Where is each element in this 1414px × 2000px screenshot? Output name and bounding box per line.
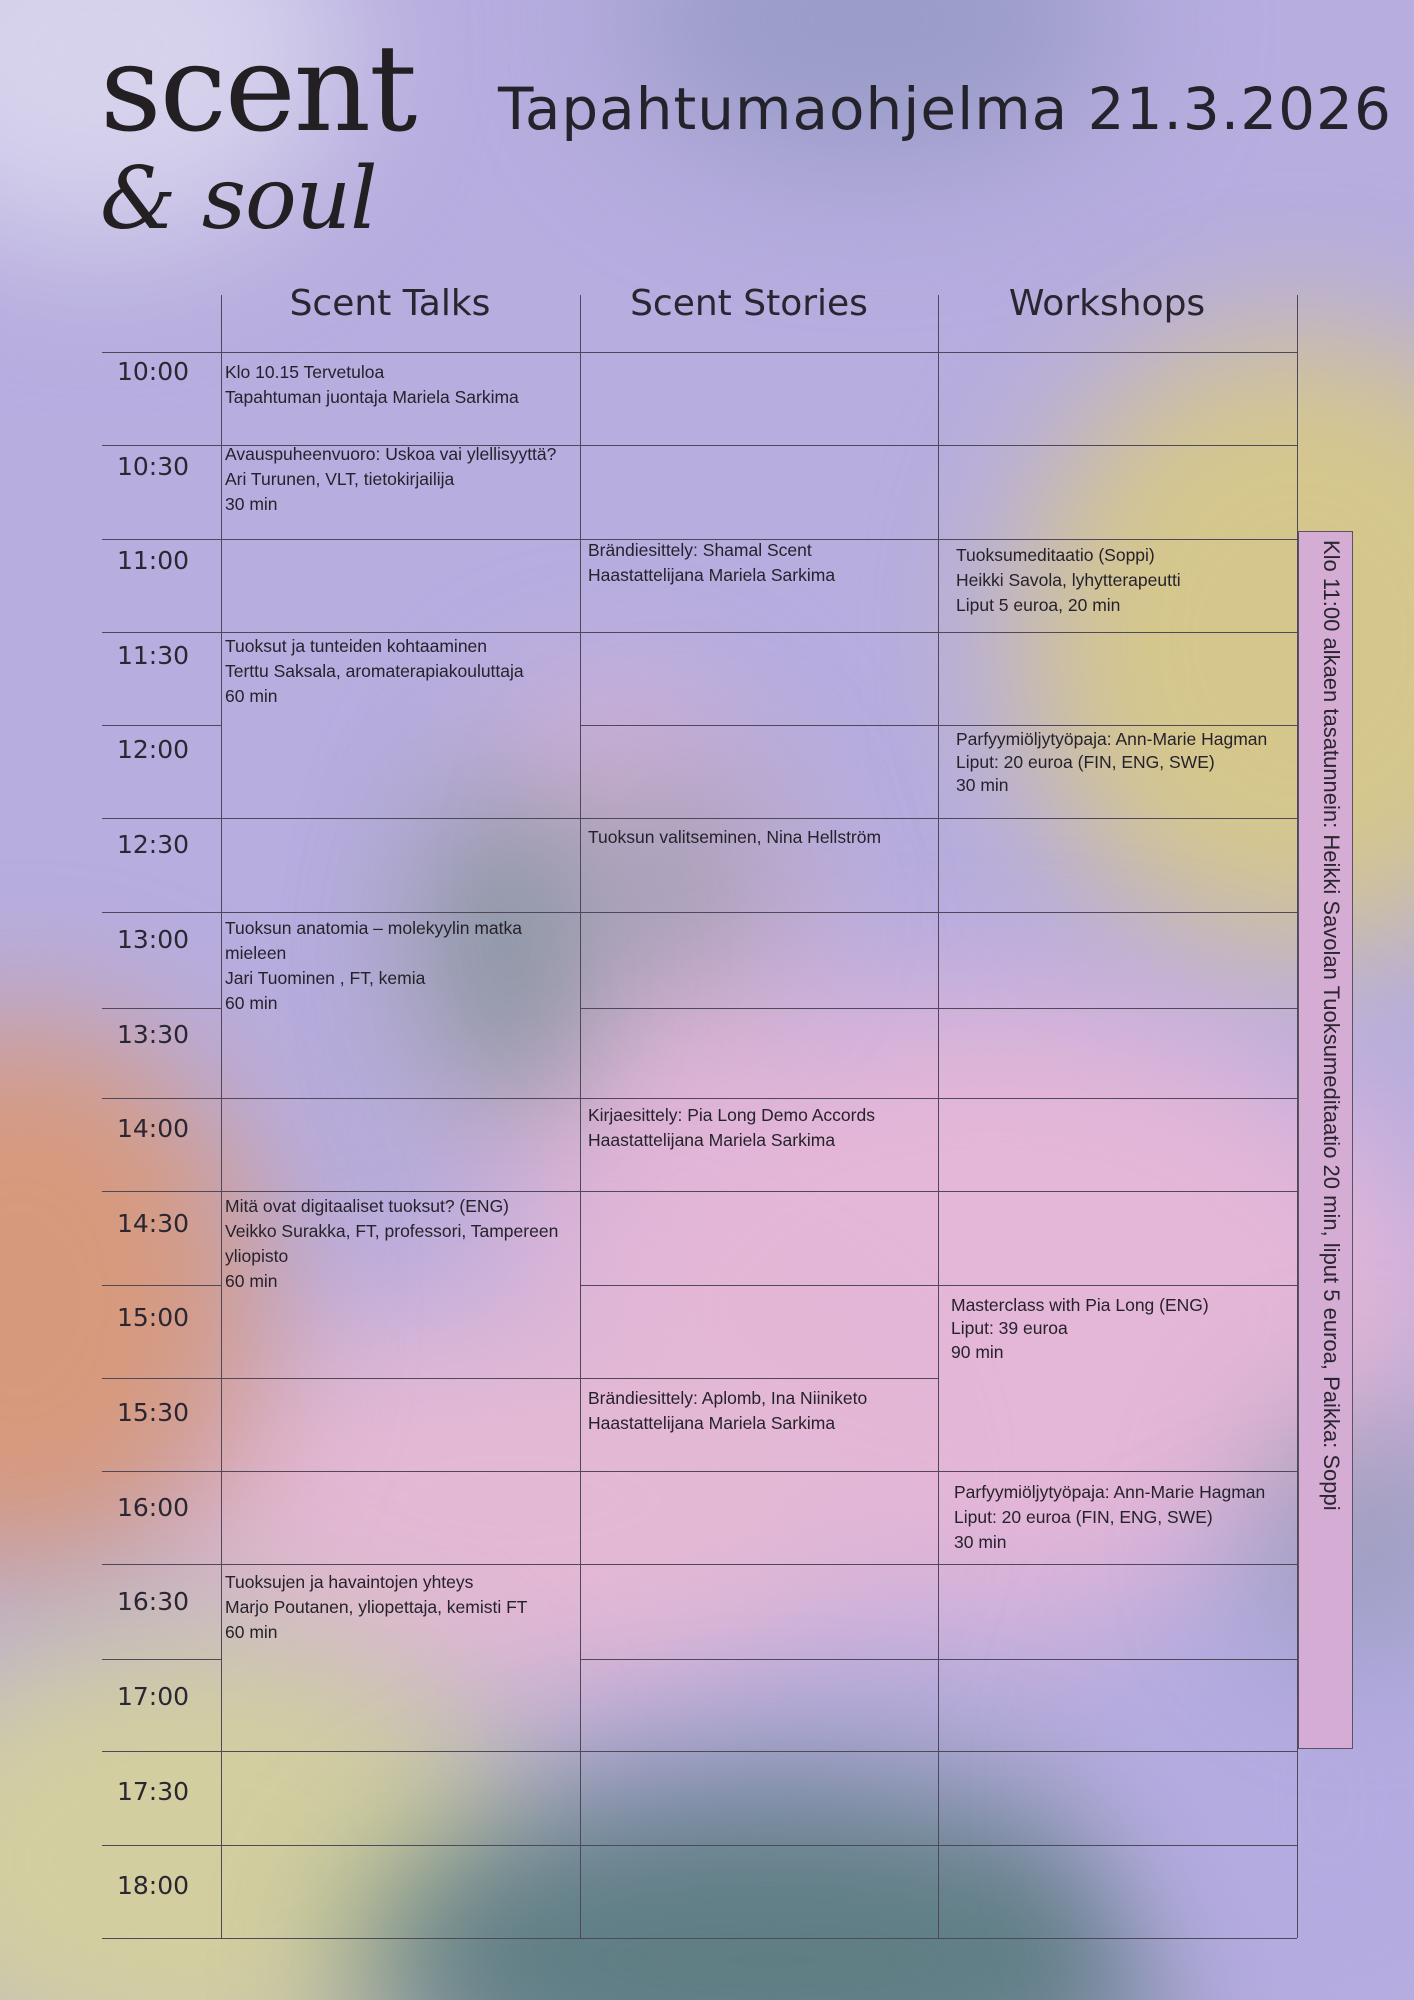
grid-line [580,725,938,726]
grid-line [580,1285,938,1286]
talk-scents-and-perception [225,1570,528,1645]
event-line: Kirjaesittely: Pia Long Demo Accords [588,1105,875,1125]
grid-line [102,1378,221,1379]
event-line: 60 min [225,1270,278,1291]
grid-line [580,1938,938,1939]
workshop-perfume-oil-1 [956,728,1267,796]
grid-line [938,1098,1297,1099]
time-label: 10:30 [117,452,190,481]
event-line: Klo 10.15 Tervetuloa [225,362,385,382]
grid-line [580,818,938,819]
time-label: 11:30 [117,641,190,670]
grid-line [221,818,580,819]
time-label: 12:00 [117,735,190,764]
grid-line [221,1938,580,1939]
event-line: Tuoksujen ja havaintojen yhteys [225,1572,474,1592]
time-label: 14:00 [117,1114,190,1143]
column-header-workshops: Workshops [1008,283,1206,324]
event-line: Tuoksun anatomia – molekyylin matka [225,918,522,938]
time-label: 18:00 [117,1871,190,1900]
logo-soul: & soul [100,149,377,249]
event-line: Liput: 20 euroa (FIN, ENG, SWE) [954,1506,1213,1527]
event-line: 30 min [225,493,278,514]
grid-line [580,1659,938,1660]
event-line: Parfyymiöljytyöpaja: Ann-Marie Hagman [956,729,1268,749]
talk-digital-scents [225,1194,558,1293]
grid-line [102,632,221,633]
grid-line [580,1008,938,1009]
event-line: Tapahtuman juontaja Mariela Sarkima [225,386,519,407]
story-choosing-scent [588,825,881,850]
grid-line [938,352,1297,353]
column-header-scent-stories: Scent Stories [630,283,868,324]
event-line: 30 min [954,1531,1007,1552]
grid-line [938,1191,1297,1192]
story-shamal-scent [588,538,835,588]
grid-line [102,1845,221,1846]
grid-line [102,1191,221,1192]
grid-line [580,352,938,353]
event-line: 60 min [225,1621,278,1642]
grid-line [102,1471,221,1472]
grid-line [938,1285,1297,1286]
talk-scent-anatomy [225,916,522,1015]
event-line: Tuoksun valitseminen, Nina Hellström [588,827,882,847]
grid-line [102,912,221,913]
grid-line [102,1008,221,1009]
grid-line [938,1564,1297,1565]
event-line: Parfyymiöljytyöpaja: Ann-Marie Hagman [954,1482,1266,1502]
event-line: Liput 5 euroa, 20 min [956,594,1121,615]
grid-line [102,1098,221,1099]
grid-line [102,1938,221,1939]
logo [100,20,416,249]
grid-line [938,632,1297,633]
time-label: 10:00 [117,357,190,386]
time-label: 17:30 [117,1777,190,1806]
time-label: 14:30 [117,1209,190,1238]
event-line: Jari Tuominen , FT, kemia [225,967,426,988]
event-line: Liput: 20 euroa (FIN, ENG, SWE) [956,751,1215,772]
story-book-presentation [588,1103,875,1153]
time-label: 11:00 [117,546,190,575]
grid-line [102,1564,221,1565]
grid-line [938,1659,1297,1660]
event-line: Haastattelijana Mariela Sarkima [588,564,836,585]
grid-line [938,1751,1297,1752]
event-line: 30 min [956,774,1009,795]
grid-line [102,1285,221,1286]
grid-line [102,725,221,726]
time-label: 13:30 [117,1020,190,1049]
time-label: 12:30 [117,830,190,859]
time-label: 15:00 [117,1303,190,1332]
event-line: mieleen [225,942,287,963]
workshop-scent-meditation [956,543,1181,618]
event-line: Terttu Saksala, aromaterapiakouluttaja [225,660,524,681]
grid-line [938,725,1297,726]
talk-scents-and-emotions [225,634,524,709]
time-label: 15:30 [117,1398,190,1427]
grid-line [221,295,222,1938]
event-line: Avauspuheenvuoro: Uskoa vai ylellisyyttä? [225,444,557,464]
event-line: Brändiesittely: Shamal Scent [588,540,812,560]
grid-line [221,539,580,540]
grid-line [221,1751,580,1752]
grid-line [580,632,938,633]
grid-line [938,445,1297,446]
event-line: Marjo Poutanen, yliopettaja, kemisti FT [225,1596,528,1617]
grid-line [580,1471,938,1472]
grid-line [221,1564,580,1565]
grid-line [580,1191,938,1192]
grid-line [580,912,938,913]
grid-line [221,1098,580,1099]
logo-scent: scent [100,20,416,159]
event-line: Veikko Surakka, FT, professori, Tampereen [225,1220,559,1241]
grid-line [221,1191,580,1192]
page-title: Tapahtumaohjelma 21.3.2026 [498,75,1392,143]
grid-line [221,912,580,913]
grid-line [938,912,1297,913]
workshop-perfume-oil-2 [954,1480,1265,1555]
event-line: Haastattelijana Mariela Sarkima [588,1412,836,1433]
grid-line [102,1659,221,1660]
time-label: 16:00 [117,1493,190,1522]
grid-line [580,1098,938,1099]
grid-line [938,818,1297,819]
event-line: Masterclass with Pia Long (ENG) [951,1295,1209,1315]
event-line: 90 min [951,1341,1004,1362]
grid-line [221,1845,580,1846]
grid-line [938,1008,1297,1009]
event-line: Brändiesittely: Aplomb, Ina Niiniketo [588,1388,868,1408]
event-line: 60 min [225,992,278,1013]
event-line: yliopisto [225,1245,289,1266]
grid-line [221,352,580,353]
grid-line [221,1378,580,1379]
grid-line [938,1938,1297,1939]
talk-welcome [225,360,519,410]
sidebar-meditation-note: Klo 11:00 alkaen tasatunnein: Heikki Savolan Tuoksumeditaatio 20 min, liput 5 euroa, Paikka: Soppi [1319,540,1344,1511]
grid-line [580,445,938,446]
grid-line [580,1845,938,1846]
grid-line [102,1751,221,1752]
grid-line [580,1564,938,1565]
grid-line [221,632,580,633]
grid-line [580,295,581,1938]
event-line: Tuoksut ja tunteiden kohtaaminen [225,636,488,656]
event-line: Liput: 39 euroa [951,1318,1068,1339]
grid-line [938,1845,1297,1846]
event-line: 60 min [225,685,278,706]
story-aplomb [588,1386,867,1436]
workshop-masterclass [951,1294,1209,1364]
event-line: Haastattelijana Mariela Sarkima [588,1129,836,1150]
event-line: Tuoksumeditaatio (Soppi) [956,545,1155,565]
time-label: 17:00 [117,1682,190,1711]
grid-line [580,1378,938,1379]
grid-line [102,818,221,819]
grid-line [938,539,1297,540]
talk-opening-speech [225,442,556,517]
grid-line [102,445,221,446]
event-line: Ari Turunen, VLT, tietokirjailija [225,468,455,489]
grid-line [221,1471,580,1472]
grid-line [102,352,221,353]
grid-line [938,1471,1297,1472]
grid-line [580,1751,938,1752]
grid-line [938,295,939,1938]
time-label: 13:00 [117,925,190,954]
grid-line [102,539,221,540]
time-label: 16:30 [117,1587,190,1616]
column-header-scent-talks: Scent Talks [289,283,491,324]
event-line: Heikki Savola, lyhytterapeutti [956,569,1181,590]
event-line: Mitä ovat digitaaliset tuoksut? (ENG) [225,1196,510,1216]
